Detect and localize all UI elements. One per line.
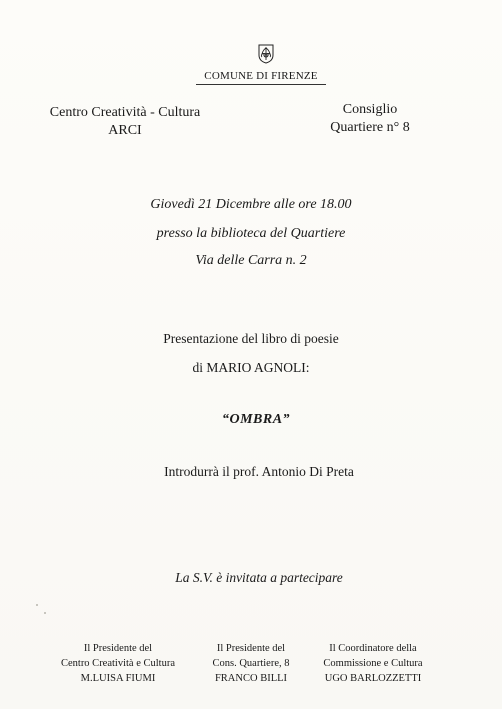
- event-address: Via delle Carra n. 2: [195, 253, 307, 268]
- paper-speck: [44, 612, 46, 614]
- signature-org: Cons. Quartiere, 8: [212, 658, 290, 669]
- signature-block: [308, 641, 438, 686]
- signature-role: Il Coordinatore della: [329, 643, 417, 654]
- signature-role: Il Presidente del: [216, 643, 286, 654]
- signature-block: [192, 641, 310, 686]
- event-date-time: Giovedì 21 Dicembre alle ore 18.00: [150, 197, 352, 212]
- right-organization: [320, 101, 420, 137]
- comune-label: COMUNE DI FIRENZE: [204, 70, 318, 82]
- invitation-line: La S.V. è invitata a partecipare: [175, 570, 343, 585]
- paper-speck: [36, 604, 38, 606]
- florence-lily-crest-icon: [258, 44, 274, 64]
- left-org-line1: Centro Creatività - Cultura: [49, 105, 201, 120]
- event-place: presso la biblioteca del Quartiere: [156, 226, 346, 241]
- right-org-line1: Consiglio: [342, 102, 398, 117]
- signature-name: M.LUISA FIUMI: [80, 673, 156, 684]
- signature-org: Centro Creatività e Cultura: [60, 658, 175, 669]
- right-org-line2: Quartiere n° 8: [330, 120, 410, 135]
- left-organization: [40, 104, 210, 140]
- book-title: “OMBRA”: [221, 412, 291, 427]
- left-org-line2: ARCI: [108, 123, 142, 138]
- presentation-line1: Presentazione del libro di poesie: [163, 331, 339, 346]
- signature-name: UGO BARLOZZETTI: [324, 673, 422, 684]
- signature-block: [38, 641, 198, 686]
- signature-name: FRANCO BILLI: [214, 673, 288, 684]
- presentation-line2: di MARIO AGNOLI:: [192, 360, 310, 375]
- signature-role: Il Presidente del: [83, 643, 153, 654]
- comune-title: [196, 70, 326, 85]
- introduction-line: Introdurrà il prof. Antonio Di Preta: [164, 464, 354, 479]
- signature-org: Commissione e Cultura: [323, 658, 423, 669]
